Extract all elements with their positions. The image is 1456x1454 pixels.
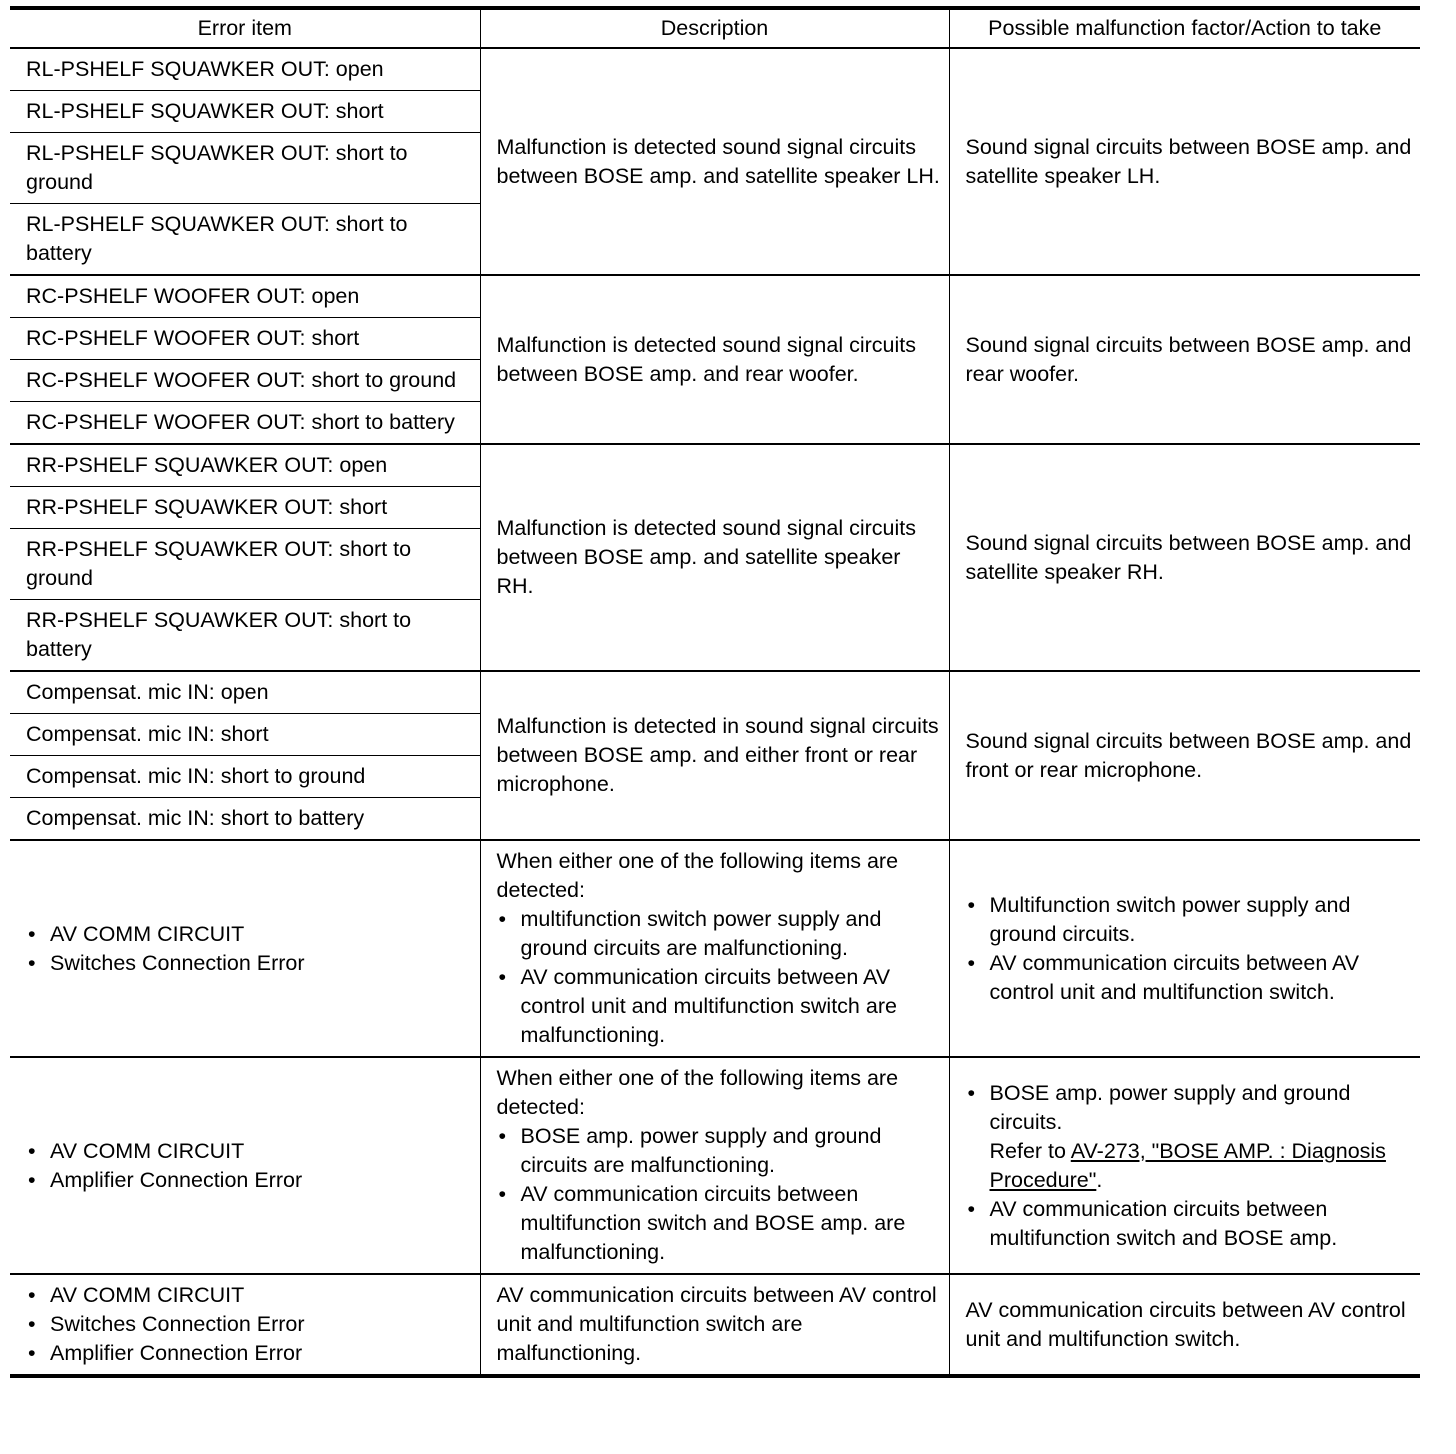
action-bullet-list [966,891,1413,1007]
error-bullet-list [26,1281,472,1368]
refer-prefix: Refer to [989,1138,1071,1163]
bullet-item: • Multifunction switch power supply and ground circuits. [966,891,1413,949]
error-item: RL-PSHELF SQUAWKER OUT: short [10,91,480,133]
action-cell: Sound signal circuits between BOSE amp. and satellite speaker RH. [949,444,1420,671]
table-row [10,444,1420,487]
bullet-item: • Amplifier Connection Error [26,1339,472,1368]
action-cell: AV communication circuits between AV control unit and multifunction switch. [949,1274,1420,1376]
error-item: RC-PSHELF WOOFER OUT: open [10,275,480,318]
bullet-item: • BOSE amp. power supply and ground circuits are malfunctioning. [497,1122,941,1180]
group-switches-connection [10,840,1420,1057]
refer-link[interactable]: AV-273, "BOSE AMP. : Diagnosis Procedure" [989,1138,1386,1192]
action-cell: Sound signal circuits between BOSE amp. and satellite speaker LH. [949,48,1420,275]
bullet-item: • multifunction switch power supply and ground circuits are malfunctioning. [497,905,941,963]
description-cell: Malfunction is detected sound signal circuits between BOSE amp. and rear woofer. [480,275,949,444]
description-bullet-list [497,1122,941,1267]
error-item: RL-PSHELF SQUAWKER OUT: short to ground [10,133,480,204]
group-rl-squawker [10,48,1420,275]
bullet-text: • BOSE amp. power supply and ground circuits. [989,1080,1351,1134]
bullet-item: • AV communication circuits between AV control unit and multifunction switch. [966,949,1413,1007]
header-error-item: Error item [10,8,480,48]
bullet-item: • AV communication circuits between AV control unit and multifunction switch are malfunctioning. [497,963,941,1050]
error-item: RL-PSHELF SQUAWKER OUT: short to battery [10,204,480,276]
bullet-item: • AV communication circuits between multifunction switch and BOSE amp. [966,1195,1413,1253]
error-item: RC-PSHELF WOOFER OUT: short [10,318,480,360]
error-item [10,840,480,1057]
table-row [10,48,1420,91]
bullet-item: • AV COMM CIRCUIT [26,920,472,949]
description-cell: Malfunction is detected sound signal circuits between BOSE amp. and satellite speaker RH. [480,444,949,671]
error-item: RR-PSHELF SQUAWKER OUT: short to ground [10,529,480,600]
bullet-item: • AV COMM CIRCUIT [26,1137,472,1166]
action-cell [949,1057,1420,1274]
description-bullet-list [497,905,941,1050]
error-item: RR-PSHELF SQUAWKER OUT: short [10,487,480,529]
description-cell [480,1057,949,1274]
bullet-item: • Amplifier Connection Error [26,1166,472,1195]
error-item: Compensat. mic IN: short to ground [10,756,480,798]
error-item [10,1057,480,1274]
description-cell [480,840,949,1057]
group-compensat-mic [10,671,1420,840]
table-row [10,275,1420,318]
description-intro: When either one of the following items are detected: [496,1066,899,1119]
group-both-connection [10,1274,1420,1376]
error-table [10,6,1420,1378]
error-item: Compensat. mic IN: short [10,714,480,756]
bullet-item: • AV communication circuits between multifunction switch and BOSE amp. are malfunctioning. [497,1180,941,1267]
error-item [10,1274,480,1376]
table-row [10,1057,1420,1274]
error-item: RL-PSHELF SQUAWKER OUT: open [10,48,480,91]
error-bullet-list [26,1137,472,1195]
table-row [10,671,1420,714]
header-description: Description [480,8,949,48]
table-row [10,840,1420,1057]
bullet-item: • AV COMM CIRCUIT [26,1281,472,1310]
action-bullet-list [966,1079,1413,1253]
header-row [10,8,1420,48]
error-item: RC-PSHELF WOOFER OUT: short to battery [10,402,480,445]
action-cell: Sound signal circuits between BOSE amp. and rear woofer. [949,275,1420,444]
description-cell: AV communication circuits between AV control unit and multifunction switch are malfunctioning. [480,1274,949,1376]
description-intro: When either one of the following items are detected: [496,849,899,902]
bullet-item: • Switches Connection Error [26,949,472,978]
table-row [10,1274,1420,1376]
bullet-item [966,1079,1413,1195]
bullet-item: • Switches Connection Error [26,1310,472,1339]
group-rc-woofer [10,275,1420,444]
group-rr-squawker [10,444,1420,671]
error-item: RR-PSHELF SQUAWKER OUT: short to battery [10,600,480,672]
error-item: Compensat. mic IN: short to battery [10,798,480,841]
refer-suffix: . [1096,1167,1103,1192]
description-cell: Malfunction is detected sound signal circuits between BOSE amp. and satellite speaker LH. [480,48,949,275]
description-cell: Malfunction is detected in sound signal circuits between BOSE amp. and either front or rear microphone. [480,671,949,840]
header-action: Possible malfunction factor/Action to take [949,8,1420,48]
action-cell [949,840,1420,1057]
error-bullet-list [26,920,472,978]
error-item: Compensat. mic IN: open [10,671,480,714]
refer-line [990,1137,1413,1195]
group-amplifier-connection [10,1057,1420,1274]
error-item: RC-PSHELF WOOFER OUT: short to ground [10,360,480,402]
action-cell: Sound signal circuits between BOSE amp. and front or rear microphone. [949,671,1420,840]
error-item: RR-PSHELF SQUAWKER OUT: open [10,444,480,487]
